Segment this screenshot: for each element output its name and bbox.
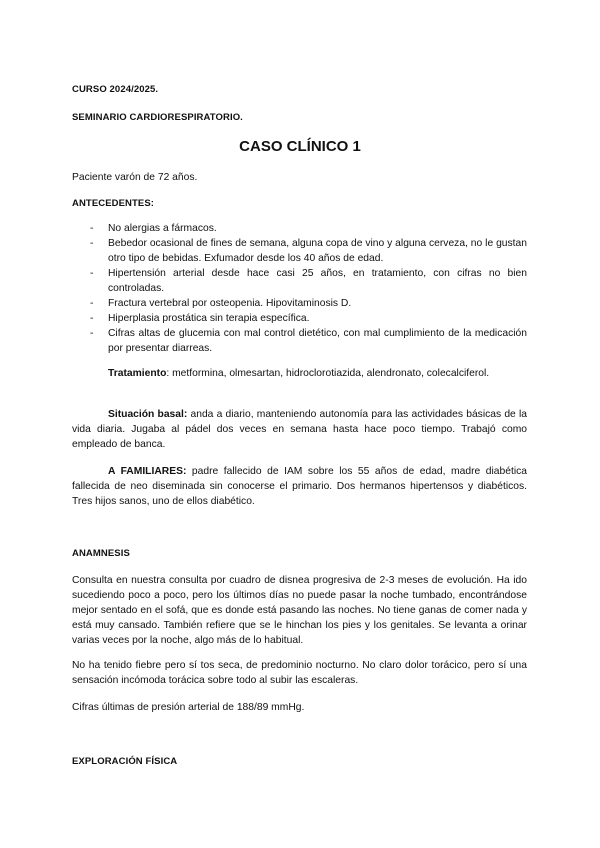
- anamnesis-paragraph-1: Consulta en nuestra consulta por cuadro de disnea progresiva de 2-3 meses de evolución. Ha ido sucediendo poco a poco, pero los últimos días no puede pasar la noche tumbado, encontrándose mejor sentado en el sofá, que es donde está pasando las noches. No tiene ganas de comer nada y está muy cansado. También refiere que se le hinchan los pies y los genitales. Se levanta a orinar varias veces por la noche, algo más de lo habitual.: [72, 575, 527, 646]
- list-item-text: Cifras altas de glucemia con mal control dietético, con mal cumplimiento de la medicación por presentar diarreas.: [108, 328, 527, 354]
- list-item: [72, 221, 527, 236]
- tratamiento-text: : metformina, olmesartan, hidroclorotiazida, alendronato, colecalciferol.: [166, 368, 490, 379]
- list-dash: -: [90, 238, 94, 249]
- list-item-text: Hipertensión arterial desde hace casi 25 años, en tratamiento, con cifras no bien controladas.: [108, 268, 527, 294]
- anamnesis-heading: ANAMNESIS: [72, 548, 130, 559]
- familiares-label: A FAMILIARES:: [108, 466, 187, 477]
- situacion-text: anda a diario, manteniendo autonomía para las actividades básicas de la vida diaria. Jugaba al pádel dos veces en semana hasta hace poco tiempo. Trabajó como empleado de banca.: [72, 409, 527, 450]
- list-item-text: Hiperplasia prostática sin terapia específica.: [108, 313, 310, 324]
- list-item: [72, 296, 527, 311]
- list-dash: -: [90, 313, 94, 324]
- patient-intro: Paciente varón de 72 años.: [72, 172, 198, 183]
- list-item: [72, 266, 527, 296]
- antecedentes-heading: ANTECEDENTES:: [72, 198, 155, 209]
- list-item: [72, 311, 527, 326]
- course-header: CURSO 2024/2025.: [72, 84, 159, 95]
- situacion-label: Situación basal:: [108, 409, 188, 420]
- anamnesis-paragraph-3: Cifras últimas de presión arterial de 188/89 mmHg.: [72, 702, 305, 713]
- list-dash: -: [90, 298, 94, 309]
- list-item-text: Bebedor ocasional de fines de semana, alguna copa de vino y alguna cerveza, no le gustan otro tipo de bebidas. Exfumador desde los 40 años de edad.: [108, 238, 527, 264]
- familiares-text: padre fallecido de IAM sobre los 55 años de edad, madre diabética fallecida de neo diseminada sin conocerse el primario. Dos hermanos hipertensos y diabéticos. Tres hijos sanos, uno de ellos diabético.: [72, 466, 527, 507]
- familiares-paragraph: [72, 464, 527, 509]
- list-item: [72, 236, 527, 266]
- tratamiento-paragraph: [72, 366, 527, 381]
- list-item-text: No alergias a fármacos.: [108, 223, 217, 234]
- antecedentes-list: [72, 221, 527, 356]
- page-title: CASO CLÍNICO 1: [239, 138, 361, 155]
- exploracion-heading: EXPLORACIÓN FÍSICA: [72, 756, 178, 767]
- list-item-text: Fractura vertebral por osteopenia. Hipovitaminosis D.: [108, 298, 352, 309]
- seminar-header: SEMINARIO CARDIORESPIRATORIO.: [72, 112, 243, 123]
- list-dash: -: [90, 223, 94, 234]
- list-dash: -: [90, 268, 94, 279]
- tratamiento-label: Tratamiento: [108, 368, 167, 379]
- list-dash: -: [90, 328, 94, 339]
- situacion-paragraph: [72, 407, 527, 452]
- list-item: [72, 326, 527, 356]
- anamnesis-paragraph-2: No ha tenido fiebre pero sí tos seca, de predominio nocturno. No claro dolor torácico, pero sí una sensación incómoda torácica sobre todo al subir las escaleras.: [72, 660, 527, 686]
